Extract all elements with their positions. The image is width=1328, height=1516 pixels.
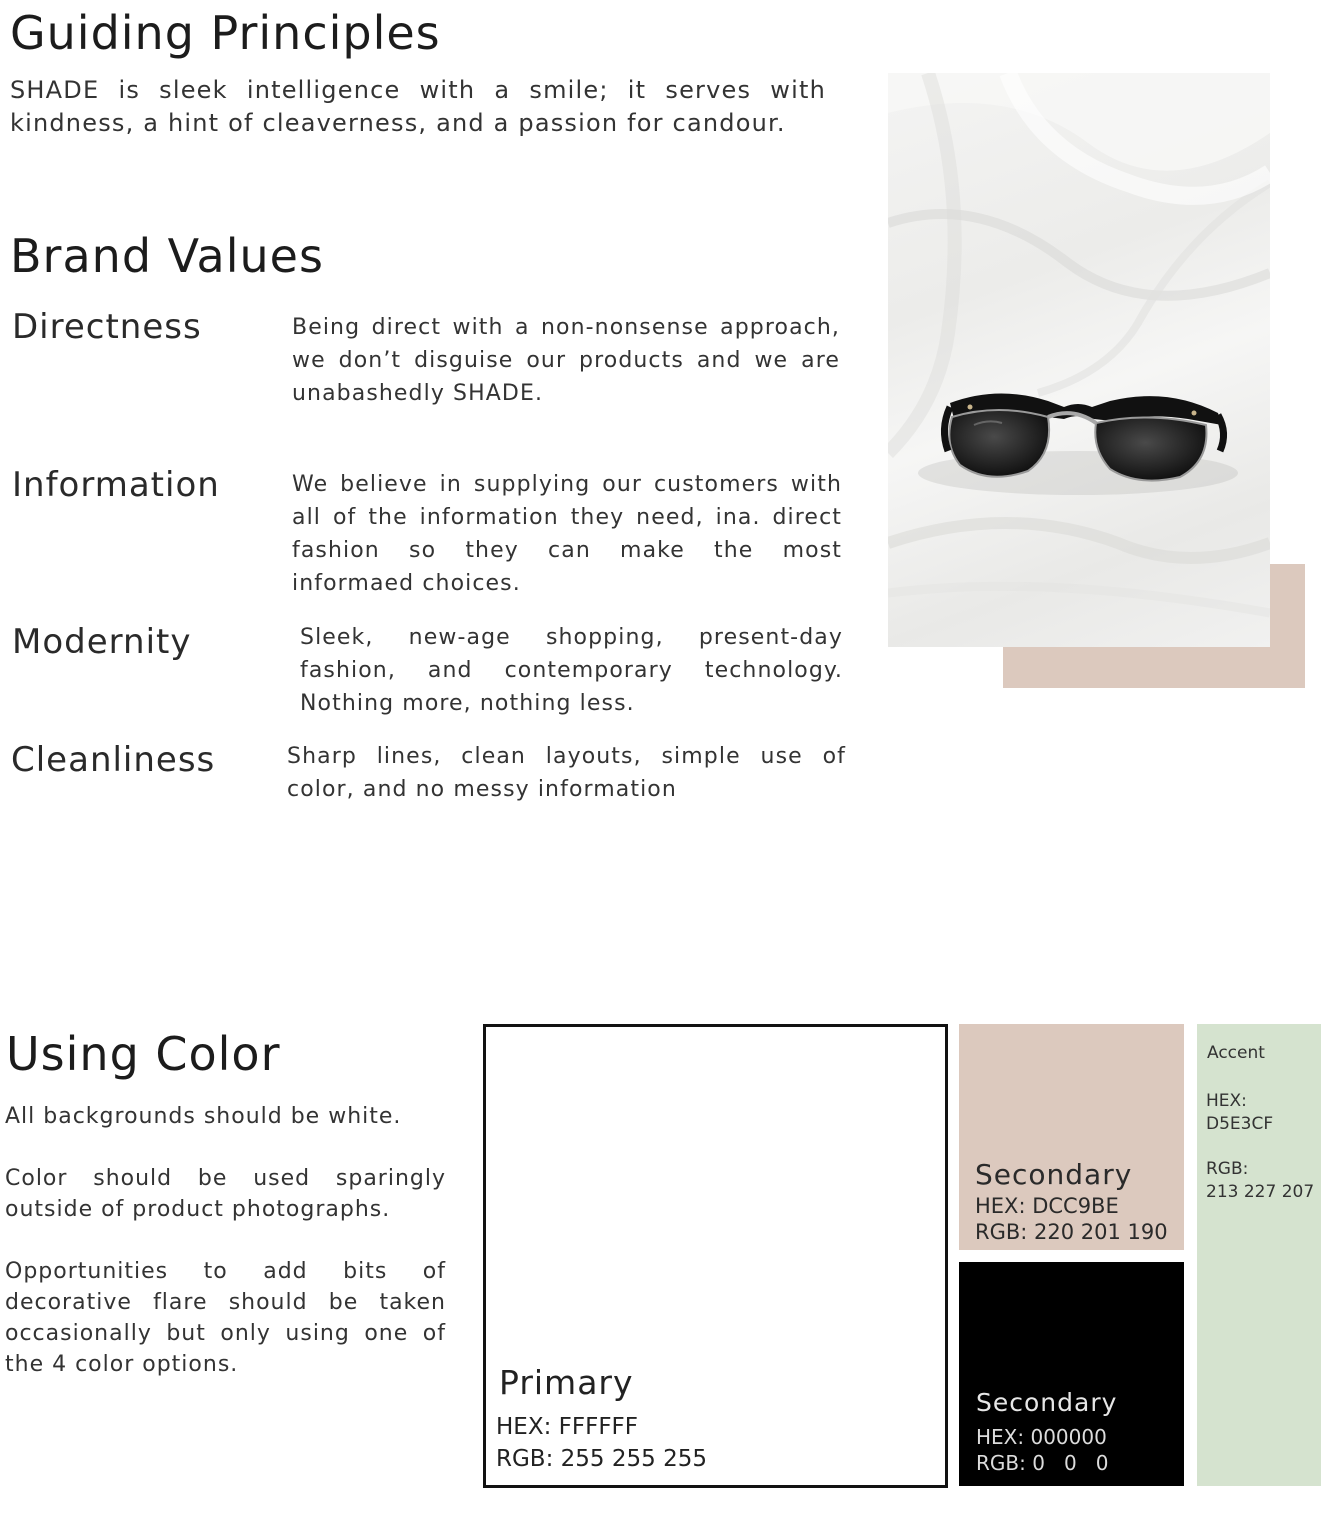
swatch-accent-hex-value: D5E3CF (1206, 1114, 1274, 1134)
value-name-cleanliness: Cleanliness (11, 740, 216, 780)
swatch-accent-rgb-label: RGB: (1206, 1159, 1249, 1179)
swatch-primary (483, 1024, 948, 1488)
swatch-primary-hex: HEX: FFFFFF (496, 1414, 639, 1440)
swatch-secondary-dark-rgb: RGB: 0 0 0 (976, 1451, 1109, 1475)
swatch-secondary-dark-title: Secondary (976, 1388, 1118, 1417)
value-desc-directness: Being direct with a non-nonsense approach, we don’t disguise our products and we are unabashedly SHADE. (292, 315, 840, 406)
swatch-accent-hex-label: HEX: (1206, 1091, 1247, 1111)
swatch-secondary-light-hex: HEX: DCC9BE (975, 1194, 1119, 1218)
color-paragraph-3: Opportunities to add bits of decorative flare should be taken occasionally but only using one of the 4 color options. (5, 1259, 446, 1377)
swatch-primary-title: Primary (499, 1363, 634, 1402)
swatch-accent-title: Accent (1207, 1043, 1265, 1063)
swatch-accent-rgb-value: 213 227 207 (1206, 1182, 1315, 1202)
value-desc-modernity: Sleek, new-age shopping, present-day fashion, and contemporary technology. Nothing more, nothing less. (300, 625, 843, 716)
swatch-secondary-dark-hex: HEX: 000000 (976, 1425, 1107, 1449)
color-paragraph-1: All backgrounds should be white. (5, 1104, 402, 1129)
swatch-secondary-dark (959, 1262, 1184, 1486)
swatch-secondary-light (959, 1024, 1184, 1250)
brand-values-title: Brand Values (10, 229, 324, 283)
value-name-modernity: Modernity (12, 622, 192, 662)
swatch-secondary-light-rgb: RGB: 220 201 190 (975, 1220, 1168, 1244)
swatch-primary-rgb: RGB: 255 255 255 (496, 1446, 707, 1472)
value-desc-cleanliness: Sharp lines, clean layouts, simple use of color, and no messy information (287, 744, 846, 801)
guiding-principles-text: SHADE is sleek intelligence with a smile; it serves with kindness, a hint of cleaverness, and a passion for candour. (10, 76, 826, 137)
guiding-principles-title: Guiding Principles (10, 6, 441, 60)
swatch-secondary-light-title: Secondary (975, 1158, 1133, 1191)
using-color-title: Using Color (6, 1027, 281, 1081)
color-paragraph-2: Color should be used sparingly outside of product photographs. (5, 1166, 446, 1222)
value-name-directness: Directness (12, 307, 202, 347)
sunglasses-photo-icon (888, 73, 1270, 647)
value-desc-information: We believe in supplying our customers with all of the information they need, ina. direct fashion so they can make the most informaed choices. (292, 472, 842, 596)
value-name-information: Information (12, 465, 220, 505)
swatch-accent (1197, 1024, 1321, 1486)
product-photo (888, 73, 1270, 647)
value-desc-cleanliness-clip (287, 740, 846, 801)
